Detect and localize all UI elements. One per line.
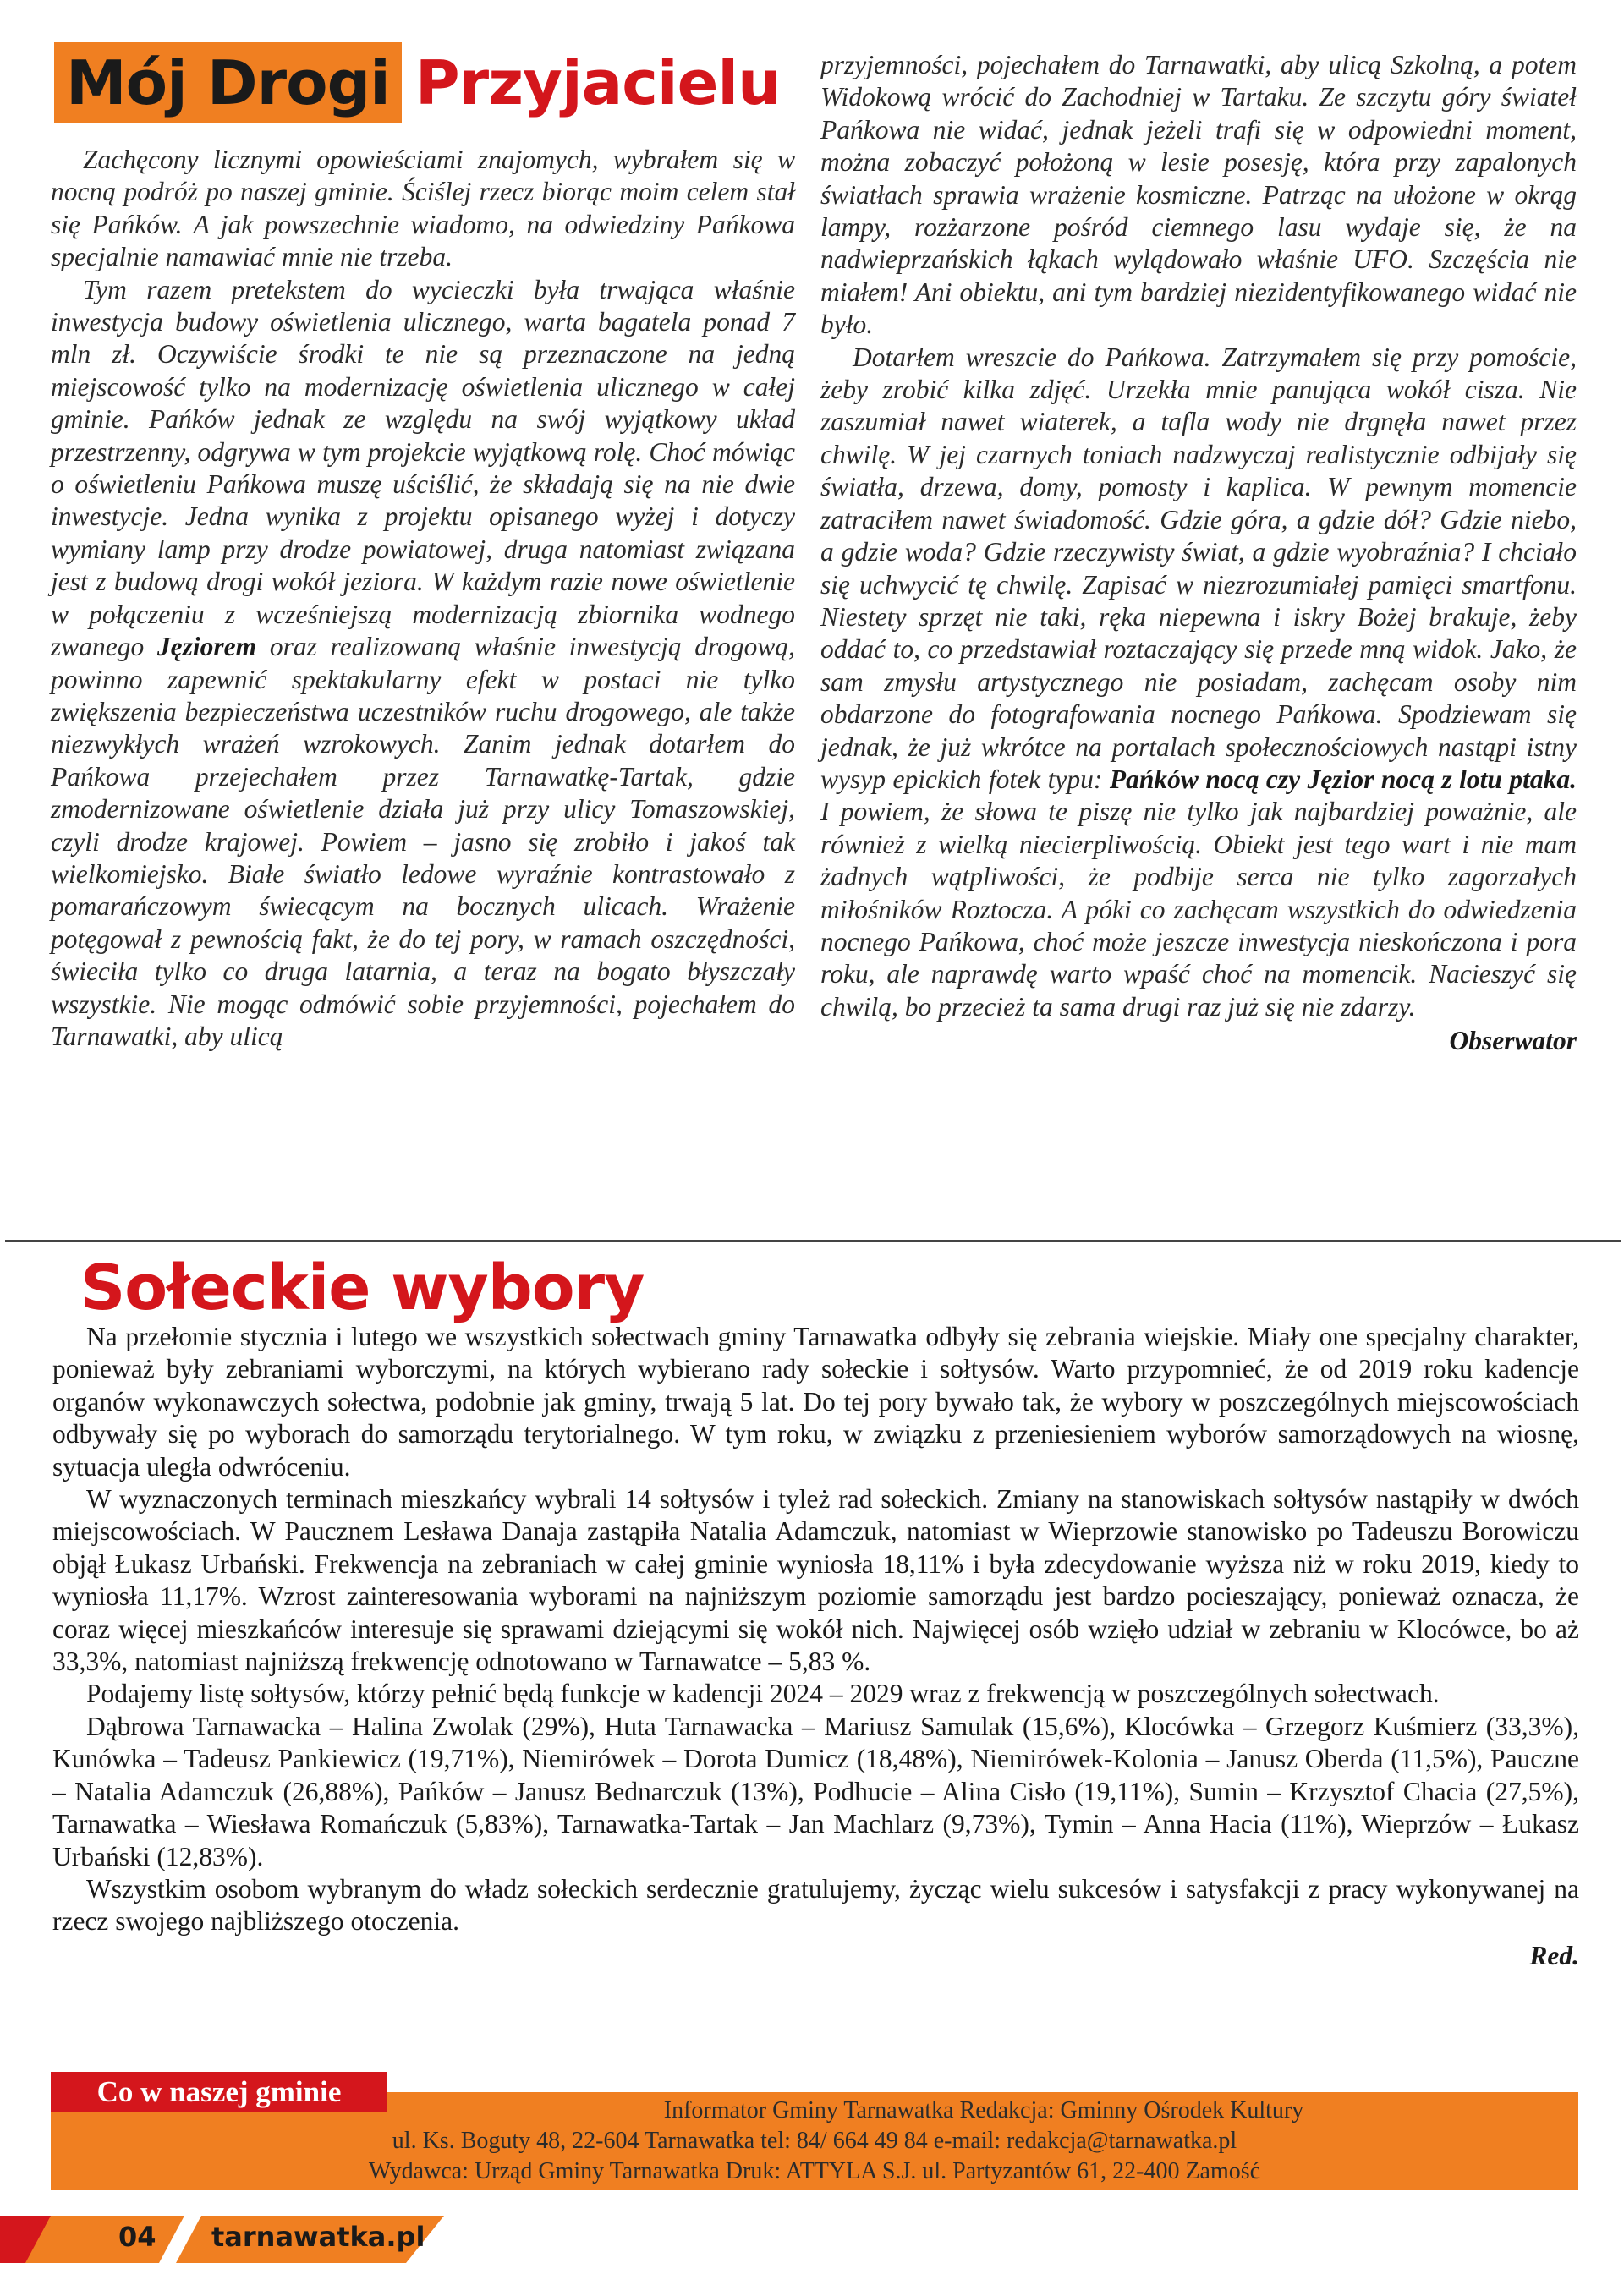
paragraph: Dąbrowa Tarnawacka – Halina Zwolak (29%), Huta Tarnawacka – Mariusz Samulak (15,6%), Klocówka – Grzegorz Kuśmierz (33,3%), Kunówka – Tadeusz Pankiewicz (19,71%), Niemirówek – Dorota Dumicz (18,48%), Niemirówek-Kolonia – Janusz Oberda (11,5%), Pauczne – Natalia Adamczuk (26,88%), Pańków – Janusz Bednarczuk (13%), Podhucie – Alina Cisło (19,11%), Sumin – Krzysztof Chacia (27,5%), Tarnawatka – Wiesława Romańczuk (5,83%), Tarnawatka-Tartak – Jan Machlarz (9,73%), Tymin – Anna Hacia (11%), Wieprzów – Łukasz Urbański (12,83%). xyxy=(52,1711,1579,1871)
paragraph: Wszystkim osobom wybranym do władz sołeckich serdecznie gratulujemy, życząc wielu sukcesów i satysfakcji z pracy wykonywanej na rzecz swojego najbliższego otoczenia. xyxy=(52,1873,1579,1937)
footer-line: ul. Ks. Boguty 48, 22-604 Tarnawatka tel: 84/ 664 49 84 e-mail: redakcja@tarnawatka.pl xyxy=(392,2128,1237,2154)
bold-term: Jęziorem xyxy=(156,632,257,662)
page-number: 04 xyxy=(118,2221,156,2253)
title-highlight: Mój Drogi xyxy=(54,42,402,123)
paragraph xyxy=(820,342,1577,1024)
paragraph: W wyznaczonych terminach mieszkańcy wybrali 14 sołtysów i tyleż rad sołeckich. Zmiany na stanowiskach sołtysów nastąpiły w dwóch miejscowościach. W Paucznem Lesława Danaja zastąpiła Natalia Adamczuk, natomiast w Wieprzowie stanowisko po Tadeuszu Borowiczu objął Łukasz Urbański. Frekwencja na zebraniach w całej gminie wyniosła 18,11% i była zdecydowanie wyższa niż w roku 2019, kiedy to wyniosła 11,17%. Wzrost zainteresowania wyborami na najniższym poziomie samorządu jest bardzo pocieszający, ponieważ oznacza, że coraz więcej mieszkańców interesuje się sprawami dziejącymi się wokół nich. Najwięcej osób wzięło udział w zebraniu w Klocówce, bo aż 33,3%, natomiast najniższą frekwencję odnotowano w Tarnawatce – 5,83 %. xyxy=(52,1484,1579,1677)
article1-column-left xyxy=(51,144,795,1192)
paragraph-text: Dotarłem wreszcie do Pańkowa. Zatrzymałem się przy pomoście, żeby zrobić kilka zdjęć. Urzekła mnie panująca wokół cisza. Nie zaszumiał nawet wiaterek, a tafla wody nie drgnęła nawet przez chwilę. W jej czarnych toniach nadzwyczaj realistycznie odbijały się światła, drzewa, domy, pomosty i kaplica. W pewnym momencie zatraciłem nawet świadomość. Gdzie góra, a gdzie dół? Gdzie niebo, a gdzie woda? Gdzie rzeczywisty świat, a gdzie wyobraźnia? I chciało się uchwycić tę chwilę. Zapisać w niezrozumiałej pamięci smartfonu. Niestety sprzęt nie taki, ręka niepewna i iskry Bożej brakuje, żeby oddać to, co przedstawiał roztaczający się przede mną widok. Jako, że sam zmysłu artystycznego nie posiadam, zachęcam osoby nim obdarzone do fotografowania nocnego Pańkowa. Spodziewam się jednak, że już wkrótce na portalach społecznościowych nastąpi istny wysyp epickich fotek typu: xyxy=(820,342,1577,794)
footer-line: Wydawca: Urząd Gminy Tarnawatka Druk: ATTYLA S.J. ul. Partyzantów 61, 22-400 Zamość xyxy=(368,2158,1261,2184)
article2-body xyxy=(52,1321,1579,2048)
paragraph-text: oraz realizowaną właśnie inwestycją drogową, powinno zapewnić spektakularny efekt w postaci nie tylko zwiększenia bezpieczeństwa uczestników ruchu drogowego, ale także niezwykłych wrażeń wzrokowych. Zanim jednak dotarłem do Pańkowa przejechałem przez Tarnawatkę-Tartak, gdzie zmodernizowane oświetlenie działa już przy ulicy Tomaszowskiej, czyli drodze krajowej. Powiem – jasno się zrobiło i jakoś tak wielkomiejsko. Białe światło ledowe wyraźnie kontrastowało z pomarańczowym świecącym na bocznych ulicach. Wrażenie potęgował z pewnością fakt, że do tej pory, w ramach oszczędności, świeciła tylko co druga latarnia, a teraz na bogato błyszczały wszystkie. Nie mogąc odmówić sobie przyjemności, pojechałem do Tarnawatki, aby ulicą xyxy=(51,632,796,1051)
paragraph-text: I powiem, że słowa te piszę nie tylko jak najbardziej poważnie, ale również z wielką niecierpliwością. Obiekt jest tego wart i nie mam żadnych wątpliwości, że podbije serca nie tylko zagorzałych miłośników Roztocza. A póki co zachęcam wszystkich do odwiedzenia nocnego Pańkowa, choć może jeszcze inwestycja nieskończona i pora roku, ale naprawdę warto wpaść choć na momencik. Nacieszyć się chwilą, bo przecież ta sama drugi raz już się nie zdarzy. xyxy=(820,797,1577,1022)
paragraph-text: Tym razem pretekstem do wycieczki była trwająca właśnie inwestycja budowy oświetlenia ulicznego, warta bagatela ponad 7 mln zł. Oczywiście środki te nie są przeznaczone na jedną miejscowość tylko na modernizację oświetlenia ulicznego w całej gminie. Pańków jednak ze względu na swój wyjątkowy układ przestrzenny, odgrywa w tym projekcie wyjątkową rolę. Choć mówiąc o oświetleniu Pańkowa muszę uściślić, że składają się na nie dwie inwestycje. Jedna wynika z projektu opisanego wyżej i dotyczy wymiany lamp przy drodze powiatowej, druga natomiast związana jest z budową drogi wokół jeziora. W każdym razie nowe oświetlenie w połączeniu z wcześniejszą modernizacją zbiornika wodnego zwanego xyxy=(51,274,795,662)
section-divider xyxy=(5,1240,1621,1242)
article-title-soleckie-wybory: Sołeckie wybory xyxy=(80,1252,645,1324)
article-title-moj-drogi-przyjacielu xyxy=(54,42,780,123)
paragraph xyxy=(51,274,795,1054)
site-name: tarnawatka.pl xyxy=(211,2221,425,2253)
footer-label: Co w naszej gminie xyxy=(51,2072,387,2112)
title-rest: Przyjacielu xyxy=(414,47,781,118)
paragraph: Podajemy listę sołtysów, którzy pełnić będą funkcje w kadencji 2024 – 2029 wraz z frekwencją w poszczególnych sołectwach. xyxy=(86,1679,1440,1709)
author-signature: Obserwator xyxy=(1449,1026,1577,1056)
page-number-bar xyxy=(0,2216,444,2263)
paragraph: przyjemności, pojechałem do Tarnawatki, aby ulicą Szkolną, a potem Widokową wrócić do Zachodniej w Tartaku. Ze szczytu góry świateł Pańkowa nie widać, jednak jeżeli trafi się w odpowiedni moment, można zobaczyć położoną w lesie posesję, która przy zapalonych światłach sprawia wrażenie kosmiczne. Patrząc na ułożone w okrąg lampy, rozżarzone pośród ciemnego lasu wydaje się, że na nadwieprzańskich łąkach wylądowało właśnie UFO. Szczęścia nie miałem! Ani obiektu, ani tym bardziej niezidentyfikowanego widać nie było. xyxy=(820,50,1577,340)
bold-phrase: Pańków nocą czy Jęzior nocą z lotu ptaka. xyxy=(1109,764,1577,794)
article1-column-right xyxy=(820,49,1577,1182)
paragraph: Zachęcony licznymi opowieściami znajomych, wybrałem się w nocną podróż po naszej gminie. Ściślej rzecz biorąc moim celem stał się Pańków. A jak powszechnie wiadomo, na odwiedziny Pańkowa specjalnie namawiać mnie nie trzeba. xyxy=(51,145,795,272)
footer-line: Informator Gminy Tarnawatka Redakcja: Gminny Ośrodek Kultury xyxy=(663,2097,1304,2123)
paragraph: Na przełomie stycznia i lutego we wszystkich sołectwach gminy Tarnawatka odbyły się zebrania wiejskie. Miały one specjalny charakter, ponieważ były zebraniami wyborczymi, na których wybierano rady sołeckie i sołtysów. Warto przypomnieć, że od 2019 roku kadencje organów wykonawczych sołectwa, podobnie jak gminy, trwają 5 lat. Do tej pory bywało tak, że wybory w poszczególnych miejscowościach odbywały się po wyborach do samorządu terytorialnego. W tym roku, w związku z przeniesieniem wyborów samorządowych na wiosnę, sytuacja uległa odwróceniu. xyxy=(52,1322,1579,1482)
editor-signature: Red. xyxy=(1529,1940,1579,1970)
